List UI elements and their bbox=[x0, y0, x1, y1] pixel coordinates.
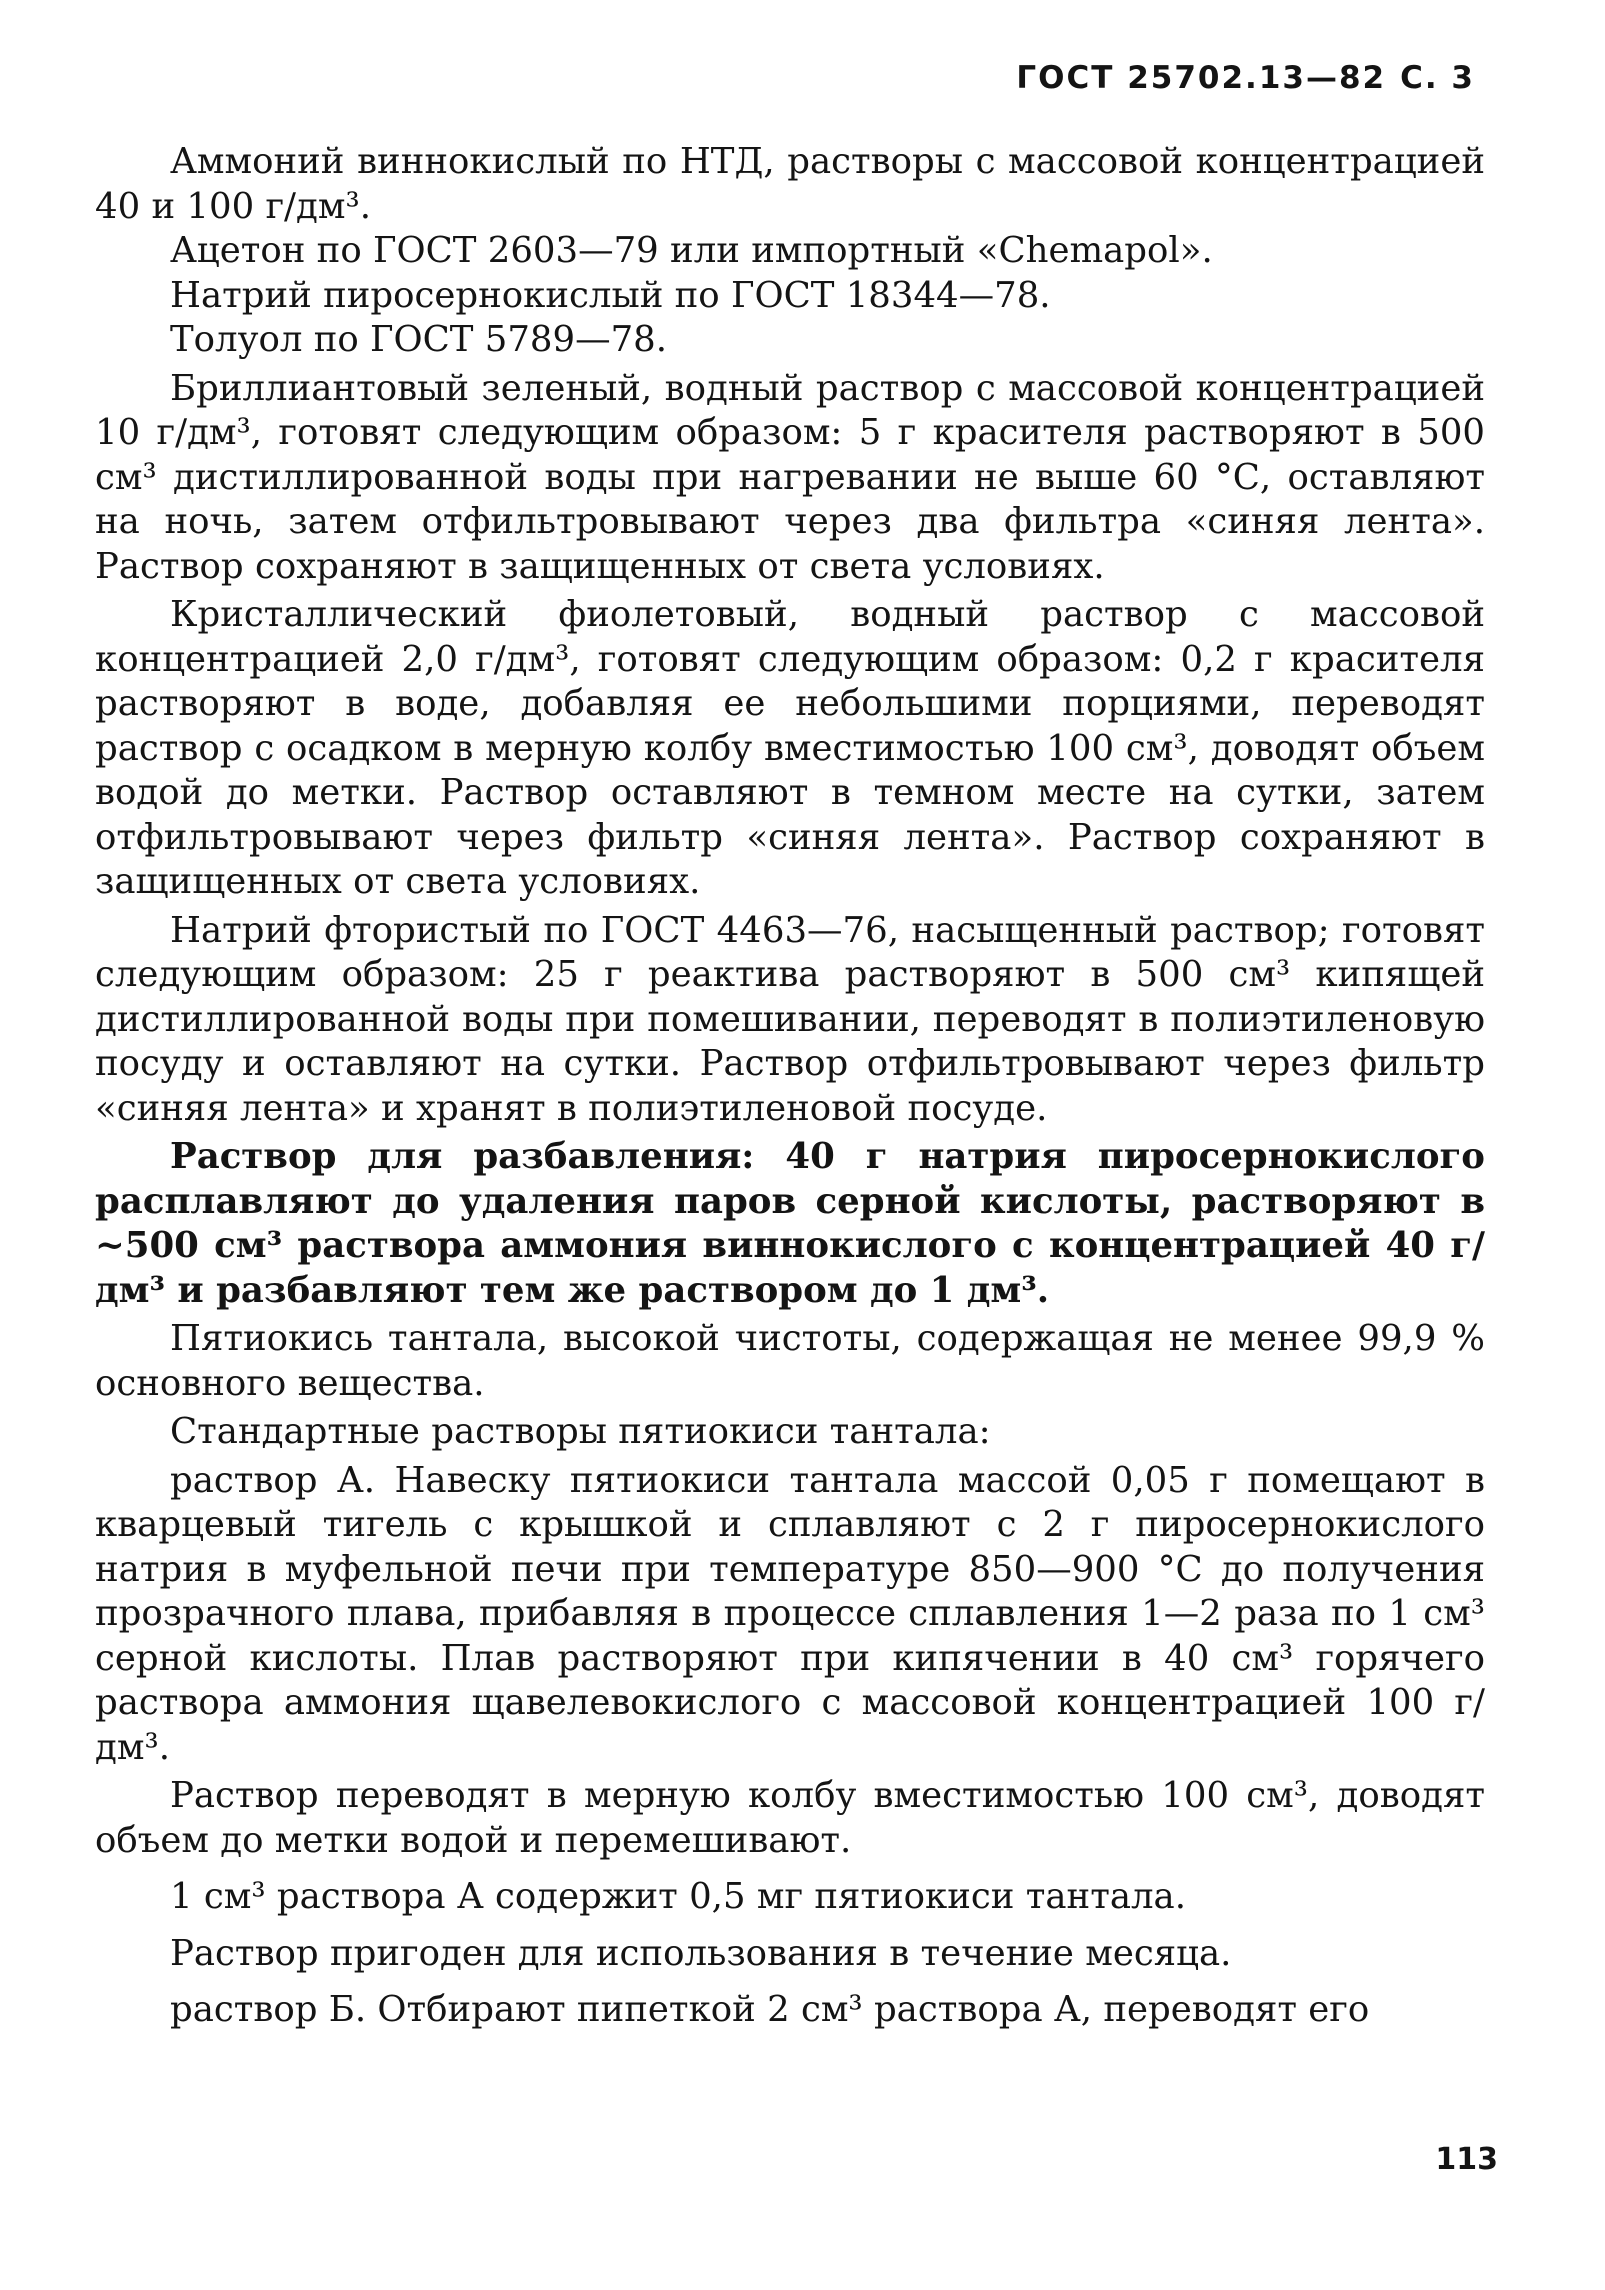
standard-number: ГОСТ 25702.13—82 bbox=[1016, 60, 1387, 96]
document-body bbox=[95, 140, 1485, 2033]
paragraph-brilliant-green: Бриллиантовый зеленый, водный раствор с массовой концентрацией 10 г/дм³, готовят следующим образом: 5 г красителя растворяют в 500 см³ дистиллированной воды при нагревании не выше 60 °С, оставляют на ночь, затем отфильтровывают через два фильтра «синяя лента». Раствор сохраняют в защищенных от света условиях. bbox=[95, 367, 1485, 587]
paragraph-sodium-fluoride: Натрий фтористый по ГОСТ 4463—76, насыщенный раствор; готовят следующим образом: 25 г реактива растворяют в 500 см³ кипящей дистиллированной воды при помешивании, переводят в полиэтиленовую посуду и оставляют на сутки. Раствор отфильтровывают через фильтр «синяя лента» и хранят в полиэтиленовой посуде. bbox=[95, 909, 1485, 1129]
page-header bbox=[1016, 60, 1475, 96]
paragraph-ammonium-tartrate: Аммоний виннокислый по НТД, растворы с массовой концентрацией 40 и 100 г/дм³. bbox=[95, 141, 1485, 227]
paragraph-dilution-solution: Раствор для разбавления: 40 г натрия пиросернокислого расплавляют до удаления паров серной кислоты, растворяют в ~500 см³ раствора аммония виннокислого с концентрацией 40 г/дм³ и разбавляют тем же раствором до 1 дм³. bbox=[95, 1136, 1485, 1311]
paragraph-standard-solutions: Стандартные растворы пятиокиси тантала: bbox=[170, 1411, 991, 1452]
paragraph-acetone: Ацетон по ГОСТ 2603—79 или импортный «Chemapol». bbox=[170, 230, 1213, 271]
page-label: С. 3 bbox=[1400, 60, 1475, 96]
paragraph-solution-b: раствор Б. Отбирают пипеткой 2 см³ раствора А, переводят его bbox=[170, 1989, 1370, 2030]
paragraph-sodium-pyrosulfate: Натрий пиросернокислый по ГОСТ 18344—78. bbox=[170, 274, 1051, 316]
paragraph-toluene: Толуол по ГОСТ 5789—78. bbox=[170, 319, 668, 360]
paragraph-solution-transfer: Раствор переводят в мерную колбу вместимостью 100 см³, доводят объем до метки водой и перемешивают. bbox=[95, 1775, 1485, 1861]
paragraph-solution-a: раствор А. Навеску пятиокиси тантала массой 0,05 г помещают в кварцевый тигель с крышкой и сплавляют с 2 г пиросернокислого натрия в муфельной печи при температуре 850—900 °С до получения прозрачного плава, прибавляя в процессе сплавления 1—2 раза по 1 см³ серной кислоты. Плав растворяют при кипячении в 40 см³ горячего раствора аммония щавелевокислого с массовой концентрацией 100 г/дм³. bbox=[95, 1459, 1485, 1768]
paragraph-crystal-violet: Кристаллический фиолетовый, водный раствор с массовой концентрацией 2,0 г/дм³, готовят следующим образом: 0,2 г красителя растворяют в воде, добавляя ее небольшими порциями, переводят раствор с осадком в мерную колбу вместимостью 100 см³, доводят объем водой до метки. Раствор оставляют в темном месте на сутки, затем отфильтровывают через фильтр «синяя лента». Раствор сохраняют в защищенных от света условиях. bbox=[95, 594, 1485, 902]
paragraph-tantalum-pentoxide: Пятиокись тантала, высокой чистоты, содержащая не менее 99,9 % основного вещества. bbox=[95, 1318, 1485, 1404]
page-number: 113 bbox=[1435, 2142, 1498, 2177]
paragraph-solution-shelf-life: Раствор пригоден для использования в течение месяца. bbox=[170, 1932, 1232, 1974]
paragraph-solution-a-content: 1 см³ раствора А содержит 0,5 мг пятиокиси тантала. bbox=[170, 1876, 1186, 1917]
